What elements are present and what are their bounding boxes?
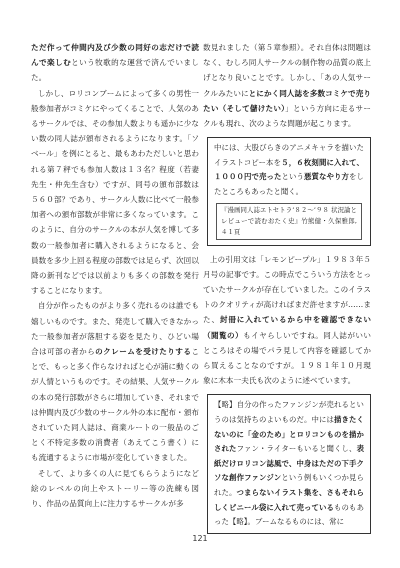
quote-box-2-text xyxy=(214,398,364,529)
emphasized-text: 表紙だけロリコン誌風で、中身はただの下手クソな創作ファンジン xyxy=(214,444,365,483)
body-text: もイヤらしいですね。同人誌がいいところはその場でパラ見して内容を確認してから買えることなのですが。１９８１年１０月現象に木本一夫氏も次のように述べています。 xyxy=(203,330,371,386)
quote-box-1 xyxy=(207,137,371,245)
body-text: という牧歌的な運営で済んでいました。 xyxy=(31,58,199,83)
body-text: という例もいくつか見られた。 xyxy=(214,473,364,497)
emphasized-text: 封冊に入れているから中を確認できない（閲覧の） xyxy=(203,315,371,340)
body-text: ファン・ライターもいると聞くし、 xyxy=(236,444,357,454)
emphasized-text: ５，６枚刻間に入れて、１０００円で売った xyxy=(214,157,364,182)
quote-source-box xyxy=(216,203,362,240)
quote-source-text: 『漫画同人誌エトセトラ’８２〜’９８ 状況論とレビューで読むおたく史』竹熊健・久保雅郎, ４１頁 xyxy=(221,205,357,236)
body-text: 」という方向に走るサークルも現れ、次のような問題が起こります。 xyxy=(203,103,371,129)
body-text: をしたところもあったと聞く。 xyxy=(214,172,364,196)
emphasized-text: 悪質なやり方 xyxy=(304,172,350,182)
body-text: 数見れました（第５章参照）。それ自体は問題はなく、むしろ同人サークルの制作物の品質の底上げとなり良いことです。しかし、「あの人気サークルみたいに xyxy=(203,43,371,98)
body-text: 自分が作ったものがより多く売れるのは誰でも嬉しいものです。また、発売して購入できなかった一般参加者が落胆する姿を見たり、ひどい場合は可部の者から xyxy=(31,301,199,357)
left-paragraph-1 xyxy=(31,40,199,86)
right-paragraph-1 xyxy=(203,40,371,131)
body-text: 上の引用文は「レモンピープル」１９８３年５月号の記事です。この時点でこういう方法をとっていたサークルが存在していました。このイラストのクオリティが高ければまだ許せますが……また、 xyxy=(203,254,371,325)
right-column xyxy=(203,40,371,540)
body-text: ことで、もっと多く作らなければと心が浦に動くのが人情というものです。その結果、人気サークルの本の発行部数がさらに増加していき、それまでは仲間内及び少数のサークル外の本に配布・頒布されていた同人誌は、商業ルートの一般品のごとく不特定多数の消費者（あえてこう書く）にも流通するように市場が変化していきました。 xyxy=(31,347,200,463)
emphasized-text: のクレームを受けたりする xyxy=(95,347,192,357)
body-text: という xyxy=(281,172,305,182)
emphasized-text: つまらないイラスト集を、さもそれらしくビニール袋に入れて売っている xyxy=(214,487,364,512)
page-number: 121 xyxy=(192,534,208,543)
left-column xyxy=(31,40,199,511)
emphasized-text: ただ作って仲間内及び少数の同好の志だけで読んで楽しむ xyxy=(31,43,199,68)
body-text: 中には、大股びらきのアニメキャラを描いたイラストコピー本を xyxy=(214,143,364,167)
left-paragraph-4: そして、より多くの人に見てもらうようになど絵のレベルの向上やストーリー等の洗練も図り、作品の品質向上に注力するサークルが多 xyxy=(31,468,199,509)
emphasized-text: とにかく同人誌を多数コミケで売りたい（そして儲けたい） xyxy=(203,88,371,113)
left-paragraph-3 xyxy=(31,298,199,465)
body-text: 【略】自分の作ったファンジンが売れるというのは気持ちのよいものだ。中には xyxy=(214,400,364,425)
right-paragraph-2 xyxy=(203,252,371,389)
quote-box-2 xyxy=(207,394,371,533)
emphasized-text: 描きたくないのに「金のため」とロリコンものを描かされた xyxy=(214,415,364,454)
body-text: ものもあった【略】。ブームなるものには、常に xyxy=(214,502,365,527)
left-paragraph-2: しかし、ロリコンブームによって多くの男性一般参加者がコミケにやってくることで、人気のあるサークルでは、その参加人数よりも遥かに少ない数の同人誌が頒布されるようになります。「ソベール」を例にとると、最もあわただしいと思われる第７秤でも参加人数は１３名？程度（若妻先生・仲先生含む）ですが、同号の頒布部数は５６０部？であり、サークル人数に比べて一般参加者への頒布部数が非常に多くなっています。このように、自分のサークルの本が人気を博して多数の一般参加者に購入されるようになると、会員数を多少上回る程度の部数では足らず、次回以降の新刊などでは以前よりも多くの部数を発行することになります。 xyxy=(31,88,200,296)
quote-box-1-text xyxy=(214,141,364,199)
